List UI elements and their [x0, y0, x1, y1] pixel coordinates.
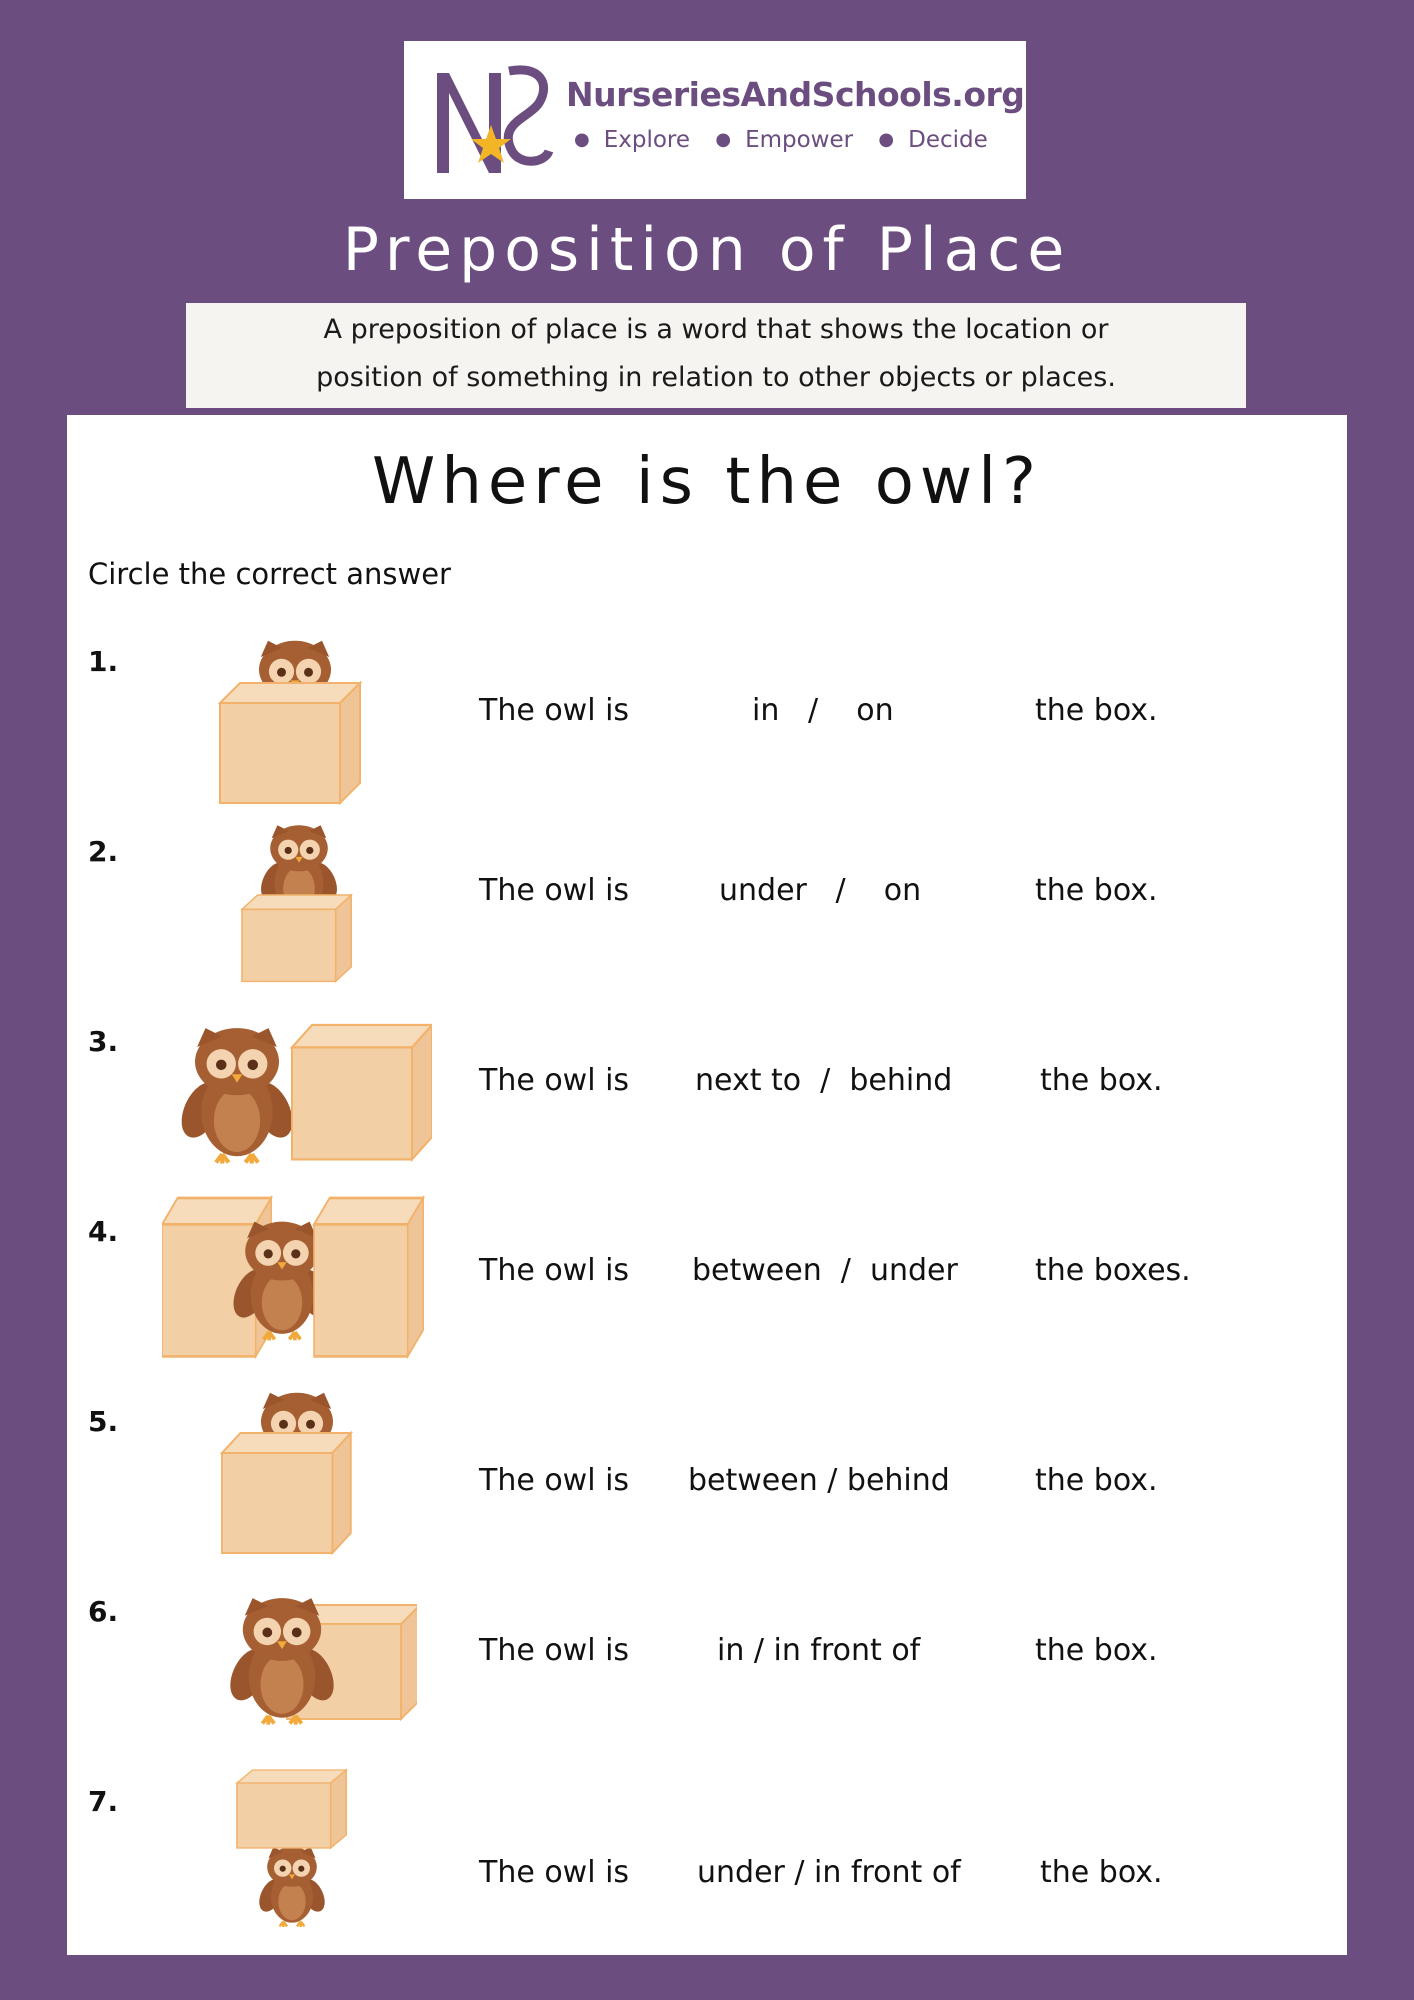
question-number: 2.: [88, 835, 119, 868]
question-stem: The owl is: [479, 1463, 630, 1498]
question-end: the box.: [1035, 693, 1158, 728]
question-number: 1.: [88, 645, 119, 678]
logo-wordmark: NurseriesAndSchools.org: [566, 75, 1025, 114]
page-title: Preposition of Place: [342, 215, 1072, 285]
question-number: 5.: [88, 1405, 119, 1438]
answer-choices[interactable]: under / in front of: [697, 1855, 961, 1890]
tagline-word: Explore: [603, 127, 691, 153]
tagline-word: Decide: [908, 127, 988, 153]
worksheet-card: [67, 415, 1347, 1955]
question-row: [67, 805, 1347, 975]
answer-choices[interactable]: between / under: [692, 1253, 958, 1288]
question-stem: The owl is: [479, 1253, 630, 1288]
question-row: [67, 1375, 1347, 1545]
question-end: the box.: [1035, 1633, 1158, 1668]
worksheet-title: Where is the owl?: [372, 445, 1042, 519]
answer-choices[interactable]: in / on: [752, 693, 894, 728]
owl-between-boxes-illustration: [162, 1193, 432, 1363]
school-logo-icon: [429, 63, 557, 179]
tagline-word: Empower: [745, 127, 854, 153]
question-end: the box.: [1040, 1855, 1163, 1890]
owl-in-front-of-box-illustration: [197, 1575, 417, 1745]
definition-box: [186, 303, 1246, 408]
definition-line: A preposition of place is a word that shows the location or: [323, 314, 1109, 345]
owl-next-to-box-illustration: [152, 1005, 432, 1175]
question-row: [67, 1755, 1347, 1925]
answer-choices[interactable]: next to / behind: [695, 1063, 953, 1098]
question-row: [67, 995, 1347, 1165]
question-stem: The owl is: [479, 693, 630, 728]
definition-line: position of something in relation to other objects or places.: [316, 362, 1116, 393]
answer-choices[interactable]: between / behind: [688, 1463, 950, 1498]
question-stem: The owl is: [479, 1063, 630, 1098]
owl-behind-box-illustration: [217, 1375, 377, 1555]
logo-tagline: ● Explore ● Empower ● Decide: [574, 127, 988, 153]
question-end: the box.: [1035, 873, 1158, 908]
owl-under-box-illustration: [235, 1765, 365, 1945]
question-end: the boxes.: [1035, 1253, 1191, 1288]
question-stem: The owl is: [479, 1633, 630, 1668]
question-number: 6.: [88, 1595, 119, 1628]
owl-in-box-illustration: [217, 635, 377, 815]
question-number: 7.: [88, 1785, 119, 1818]
question-end: the box.: [1035, 1463, 1158, 1498]
question-end: the box.: [1040, 1063, 1163, 1098]
question-row: [67, 615, 1347, 785]
answer-choices[interactable]: under / on: [719, 873, 922, 908]
logo-banner: [404, 41, 1026, 199]
owl-on-box-illustration: [237, 805, 367, 985]
answer-choices[interactable]: in / in front of: [717, 1633, 921, 1668]
instruction-text: Circle the correct answer: [88, 557, 451, 591]
question-stem: The owl is: [479, 1855, 630, 1890]
question-stem: The owl is: [479, 873, 630, 908]
question-row: [67, 1565, 1347, 1735]
question-number: 3.: [88, 1025, 119, 1058]
question-row: [67, 1185, 1347, 1355]
question-number: 4.: [88, 1215, 119, 1248]
